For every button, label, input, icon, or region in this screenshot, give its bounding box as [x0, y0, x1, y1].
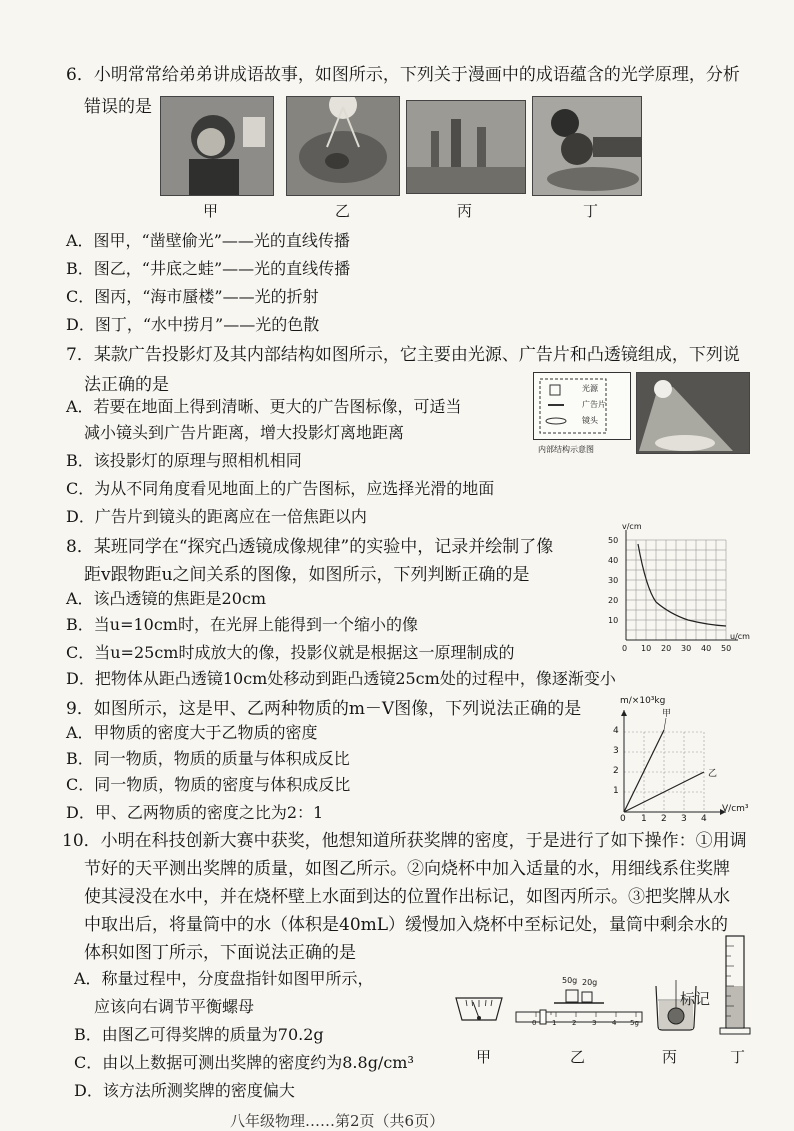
q8-uv-graph [598, 522, 748, 662]
q9-option-d: D．甲、乙两物质的密度之比为2：1 [66, 803, 324, 822]
q6-option-b: B．图乙，“井底之蛙”——光的直线传播 [66, 259, 351, 278]
q9-x-tick: 0 [620, 814, 626, 824]
q8-x-tick: 50 [721, 644, 732, 653]
q8-y-tick: 50 [608, 536, 619, 545]
q10-scale-tick: 1 [552, 1019, 557, 1027]
q10-scale-tick: 4 [612, 1019, 617, 1027]
q10-stem-line5: 体积如图丁所示，下面说法正确的是 [84, 943, 356, 963]
q10-weight-label: 50g [562, 976, 578, 985]
q6-caption-jia: 甲 [203, 202, 219, 220]
q10-fig-yi-balance [514, 988, 644, 1030]
q7-structure-diagram [533, 372, 631, 440]
q10-stem-line4: 中取出后，将量筒中的水（体积是40mL）缓慢加入烧杯中至标记处，量筒中剩余水的 [84, 915, 729, 935]
q9-option-c: C．同一物质，物质的密度与体积成反比 [66, 775, 351, 794]
q6-caption-bing: 丙 [457, 202, 473, 220]
q9-graph-xlabel: V/cm³ [722, 804, 749, 814]
q7-stem-line2: 法正确的是 [84, 375, 169, 395]
q8-option-a: A．该凸透镜的焦距是20cm [66, 589, 267, 608]
q7-stem-line1: 7．某款广告投影灯及其内部结构如图所示，它主要由光源、广告片和凸透镜组成，下列说 [66, 345, 740, 365]
q9-graph-ylabel: m/×10³kg [620, 696, 666, 706]
q10-scale-tick: 2 [572, 1019, 577, 1027]
q6-stem-line1: 6．小明常常给弟弟讲成语故事，如图所示，下列关于漫画中的成语蕴含的光学原理，分析 [66, 65, 740, 85]
q10-fig-ding-cylinder [718, 932, 752, 1036]
q8-x-tick: 30 [681, 644, 692, 653]
page-footer: 八年级物理……第2页（共6页） [230, 1112, 445, 1130]
q10-fig-jia-dial [452, 990, 506, 1026]
q7-projector-photo [636, 372, 750, 454]
q10-option-d: D．该方法所测奖牌的密度偏大 [74, 1081, 295, 1100]
q10-mark-label: 标记 [680, 990, 711, 1008]
q7-option-a-cont: 减小镜头到广告片距离，增大投影灯离地距离 [84, 423, 405, 442]
q7-label-lens: 镜头 [582, 416, 598, 425]
q9-x-tick: 1 [641, 814, 647, 824]
q10-option-b: B．由图乙可得奖牌的质量为70.2g [74, 1025, 324, 1044]
q6-option-c: C．图丙，“海市蜃楼”——光的折射 [66, 287, 319, 306]
q6-stem-line2: 错误的是 [84, 97, 152, 117]
q6-photo-jia [160, 96, 274, 196]
q6-caption-ding: 丁 [583, 202, 599, 220]
q6-option-a: A．图甲，“凿壁偷光”——光的直线传播 [66, 231, 350, 250]
q6-option-d: D．图丁，“水中捞月”——光的色散 [66, 315, 320, 334]
q10-option-c: C．由以上数据可测出奖牌的密度约为8.8g/cm³ [74, 1053, 414, 1072]
q8-stem-line1: 8．某班同学在“探究凸透镜成像规律”的实验中，记录并绘制了像 [66, 537, 554, 557]
q9-series-yi-label: 乙 [708, 769, 718, 779]
q10-weight-label: 20g [582, 978, 598, 987]
q7-diagram-caption: 内部结构示意图 [538, 445, 594, 454]
q8-x-tick: 20 [661, 644, 672, 653]
q6-photo-ding [532, 96, 642, 196]
q7-option-d: D．广告片到镜头的距离应在一倍焦距以内 [66, 507, 367, 526]
q10-caption-bing: 丙 [662, 1048, 678, 1066]
q8-x-tick: 10 [641, 644, 652, 653]
q6-photo-yi [286, 96, 400, 196]
q10-scale-tick: 3 [592, 1019, 597, 1027]
q7-label-slide: 广告片 [582, 400, 606, 409]
q10-caption-yi: 乙 [570, 1048, 586, 1066]
q7-option-b: B．该投影灯的原理与照相机相同 [66, 451, 302, 470]
q8-stem-line2: 距v跟物距u之间关系的图像，如图所示，下列判断正确的是 [84, 565, 530, 585]
q9-y-tick: 2 [613, 766, 619, 776]
q10-scale-tick: 0 [532, 1019, 537, 1027]
q8-y-tick: 30 [608, 576, 619, 585]
q9-y-tick: 1 [613, 786, 619, 796]
q8-option-b: B．当u=10cm时，在光屏上能得到一个缩小的像 [66, 615, 418, 634]
q10-stem-line2: 节好的天平测出奖牌的质量，如图乙所示。②向烧杯中加入适量的水，用细线系住奖牌 [84, 859, 730, 879]
q10-scale-tick: 5g [630, 1019, 639, 1027]
q8-y-tick: 10 [608, 616, 619, 625]
q9-y-tick: 3 [613, 746, 619, 756]
q6-photo-bing [406, 100, 526, 194]
q10-caption-ding: 丁 [730, 1048, 746, 1066]
q9-y-tick: 4 [613, 726, 619, 736]
q8-option-d: D．把物体从距凸透镜10cm处移动到距凸透镜25cm处的过程中，像逐渐变小 [66, 669, 616, 688]
q10-option-a: A．称量过程中，分度盘指针如图甲所示， [74, 969, 374, 988]
q8-graph-xlabel: u/cm [730, 632, 750, 641]
q8-option-c: C．当u=25cm时成放大的像，投影仪就是根据这一原理制成的 [66, 643, 515, 662]
q8-graph-ylabel: v/cm [622, 522, 642, 531]
q7-option-a: A．若要在地面上得到清晰、更大的广告图标像，可适当 [66, 397, 462, 416]
q9-stem: 9．如图所示，这是甲、乙两种物质的m－V图像，下列说法正确的是 [66, 699, 582, 719]
q8-y-tick: 40 [608, 556, 619, 565]
q8-y-tick: 20 [608, 596, 619, 605]
q10-option-a-cont: 应该向右调节平衡螺母 [94, 997, 255, 1016]
q10-stem-line1: 10．小明在科技创新大赛中获奖，他想知道所获奖牌的密度，于是进行了如下操作：①用调 [62, 831, 747, 851]
q10-stem-line3: 使其浸没在水中，并在烧杯壁上水面到达的位置作出标记，如图丙所示。③把奖牌从水 [84, 887, 730, 907]
q9-option-b: B．同一物质，物质的质量与体积成反比 [66, 749, 350, 768]
q10-caption-jia: 甲 [476, 1048, 492, 1066]
q9-option-a: A．甲物质的密度大于乙物质的密度 [66, 723, 318, 742]
q6-caption-yi: 乙 [335, 202, 351, 220]
q9-x-tick: 2 [661, 814, 667, 824]
q8-x-tick: 40 [701, 644, 712, 653]
q8-x-tick: 0 [622, 644, 628, 653]
q9-series-jia-label: 甲 [662, 709, 672, 719]
q7-option-c: C．为从不同角度看见地面上的广告图标，应选择光滑的地面 [66, 479, 495, 498]
q9-mv-graph [608, 694, 758, 824]
q7-label-light-source: 光源 [582, 384, 598, 393]
q9-x-tick: 3 [681, 814, 687, 824]
q9-x-tick: 4 [701, 814, 707, 824]
